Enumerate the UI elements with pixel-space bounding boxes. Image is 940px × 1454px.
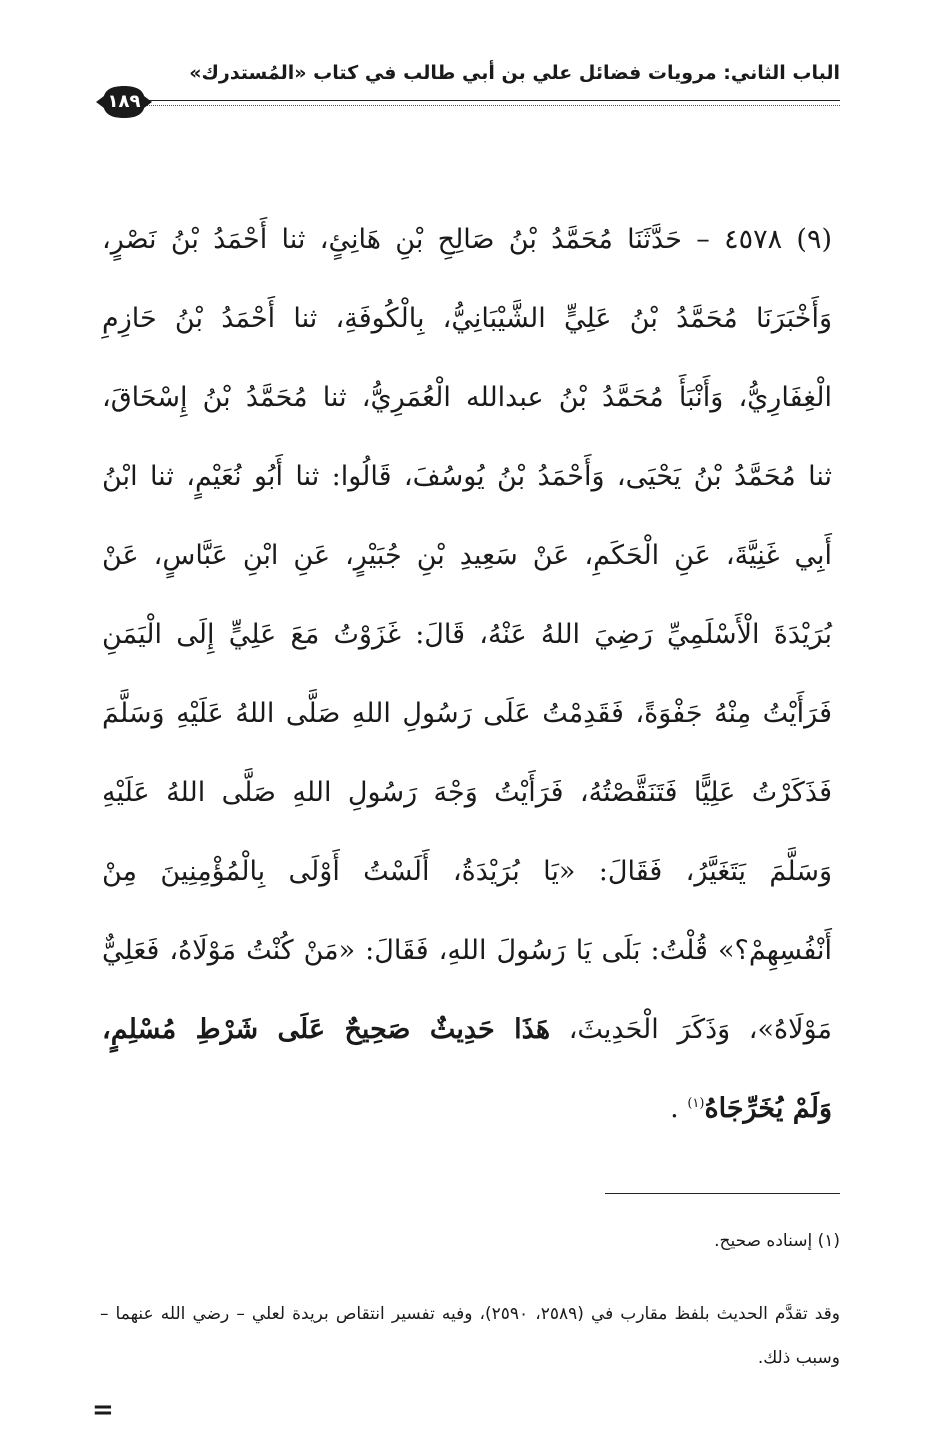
hadith-text [102,200,832,1148]
hadith-line-4: ثنا مُحَمَّدُ بْنُ يَحْيَى، وَأَحْمَدُ بْنُ يُوسُفَ، قَالُوا: ثنا أَبُو نُعَيْمٍ، ثنا ابْنُ [102,461,832,492]
running-title: الباب الثاني: مرويات فضائل علي بن أبي طالب في كتاب «المُستدرك» [189,62,840,84]
hadith-line-9: وَسَلَّمَ يَتَغَيَّرُ، فَقَالَ: «يَا بُرَيْدَةُ، أَلَسْتُ أَوْلَى بِالْمُؤْمِنِينَ مِنْ [102,856,832,887]
hadith-grading-end: وَلَمْ يُخَرِّجَاهُ [704,1093,832,1124]
hadith-line-2: وَأَخْبَرَنَا مُحَمَّدُ بْنُ عَلِيٍّ الشَّيْبَانِيُّ، بِالْكُوفَةِ، ثنا أَحْمَدُ بْنُ حَازِمِ [102,303,832,334]
header-rule [145,100,840,106]
hadith-line-7: فَرَأَيْتُ مِنْهُ جَفْوَةً، فَقَدِمْتُ عَلَى رَسُولِ اللهِ صَلَّى اللهُ عَلَيْهِ وَسَلَّمَ [102,698,832,729]
hadith-line-6: بُرَيْدَةَ الْأَسْلَمِيِّ رَضِيَ اللهُ عَنْهُ، قَالَ: غَزَوْتُ مَعَ عَلِيٍّ إِلَى الْيَمَنِ [102,619,832,650]
footnotes [100,1222,840,1380]
hadith-line-11-text: مَوْلَاهُ»، وَذَكَرَ الْحَدِيثَ، [568,1014,832,1045]
hadith-line-12 [102,1069,832,1148]
footnote-1: (١) إسناده صحيح. [714,1231,840,1251]
footnote-divider [605,1193,840,1194]
hadith-line-12-end: . [670,1093,679,1124]
hadith-line-3: الْغِفَارِيُّ، وَأَنْبَأَ مُحَمَّدُ بْنُ عبدالله الْعُمَرِيُّ، ثنا مُحَمَّدُ بْنُ إِسْحَاقَ، [102,382,832,413]
page-number: ١٨٩ [107,91,141,112]
footnote-2: وقد تقدَّم الحديث بلفظ مقارب في (٢٥٨٩، ٢٥٩٠)، وفيه تفسير انتقاص بريدة لعلي – رضي الله عنهما – وسبب ذلك. [100,1304,841,1368]
page-number-badge [95,84,153,120]
hadith-line-10: أَنْفُسِهِمْ؟» قُلْتُ: بَلَى يَا رَسُولَ اللهِ، فَقَالَ: «مَنْ كُنْتُ مَوْلَاهُ، فَعَلِيٌّ [102,935,832,966]
hadith-line-11 [102,990,832,1069]
hadith-line-5: أَبِي غَنِيَّةَ، عَنِ الْحَكَمِ، عَنْ سَعِيدِ بْنِ جُبَيْرٍ، عَنِ ابْنِ عَبَّاسٍ، عَنْ [102,540,832,571]
page-header [95,62,840,112]
continuation-mark: = [92,1395,114,1425]
hadith-line-1: (٩) ٤٥٧٨ – حَدَّثَنَا مُحَمَّدُ بْنُ صَالِحِ بْنِ هَانِئٍ، ثنا أَحْمَدُ بْنُ نَصْرٍ، [102,224,832,255]
hadith-line-8: فَذَكَرْتُ عَلِيًّا فَتَنَقَّصْتُهُ، فَرَأَيْتُ وَجْهَ رَسُولِ اللهِ صَلَّى اللهُ عَلَيْهِ [102,777,832,808]
footnote-reference[interactable]: (١) [687,1096,705,1111]
hadith-grading: هَذَا حَدِيثٌ صَحِيحٌ عَلَى شَرْطِ مُسْلِمٍ، [102,1014,551,1045]
